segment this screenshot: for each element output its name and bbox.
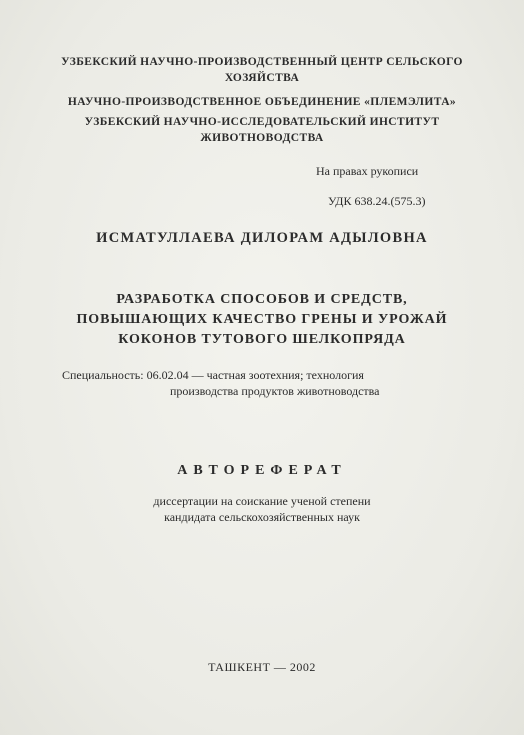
udc-code: УДК 638.24.(575.3): [328, 194, 426, 208]
specialty-line-1: Специальность: 06.02.04 — частная зоотехния; технология: [62, 368, 364, 382]
author-name: ИСМАТУЛЛАЕВА ДИЛОРАМ АДЫЛОВНА: [96, 230, 428, 246]
document-type: АВТОРЕФЕРАТ: [177, 463, 347, 478]
title-line-3: КОКОНОВ ТУТОВОГО ШЕЛКОПРЯДА: [118, 332, 406, 347]
title-line-2: ПОВЫШАЮЩИХ КАЧЕСТВО ГРЕНЫ И УРОЖАЙ: [76, 312, 448, 327]
dissertation-line-2: кандидата сельскохозяйственных наук: [164, 510, 360, 524]
org-line-2: ХОЗЯЙСТВА: [224, 72, 300, 84]
title-line-1: РАЗРАБОТКА СПОСОБОВ И СРЕДСТВ,: [116, 292, 408, 307]
org-line-3: НАУЧНО-ПРОИЗВОДСТВЕННОЕ ОБЪЕДИНЕНИЕ «ПЛЕМЭЛИТА»: [67, 96, 457, 108]
city-year: ТАШКЕНТ — 2002: [208, 660, 316, 674]
dissertation-line-1: диссертации на соискание ученой степени: [153, 494, 371, 508]
specialty-line-2: производства продуктов животноводства: [170, 384, 380, 398]
org-line-4: УЗБЕКСКИЙ НАУЧНО-ИССЛЕДОВАТЕЛЬСКИЙ ИНСТИТУТ: [84, 116, 440, 128]
org-line-1: УЗБЕКСКИЙ НАУЧНО-ПРОИЗВОДСТВЕННЫЙ ЦЕНТР СЕЛЬСКОГО: [61, 56, 463, 68]
rights-note: На правах рукописи: [316, 164, 419, 178]
org-line-5: ЖИВОТНОВОДСТВА: [200, 132, 324, 144]
